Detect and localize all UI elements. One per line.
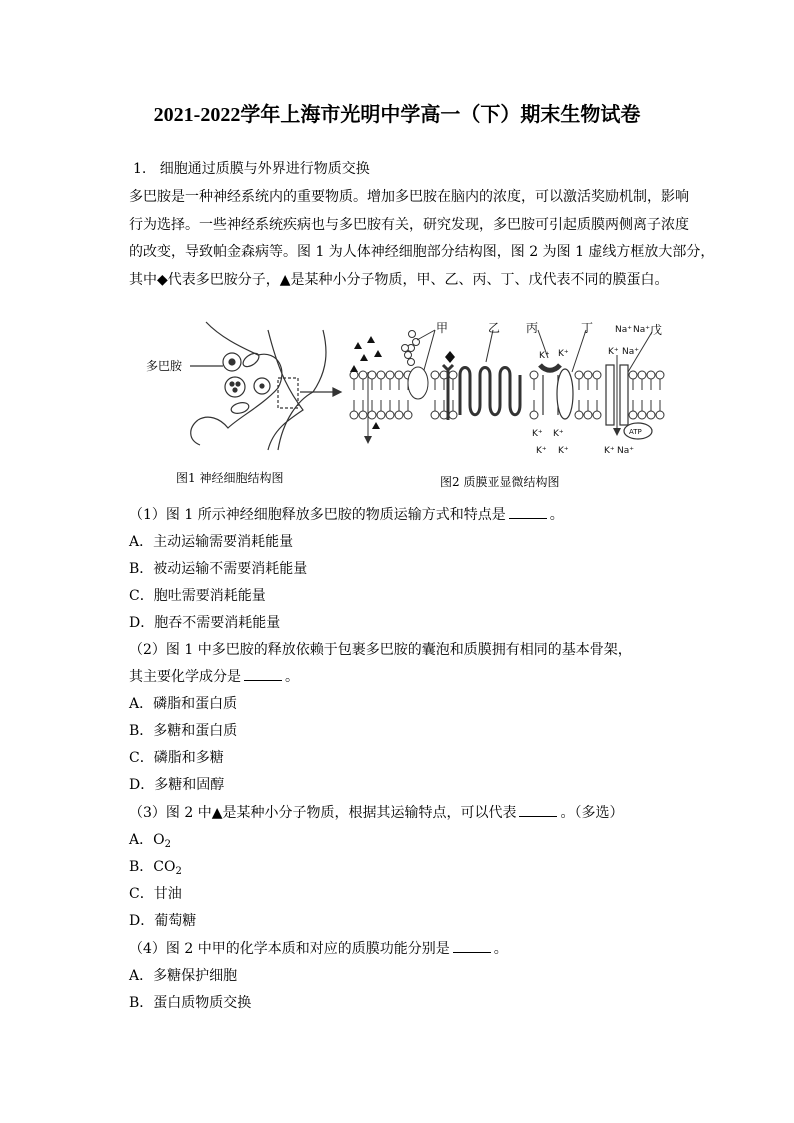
lipid-head <box>638 371 646 379</box>
answer-blank[interactable] <box>519 806 557 817</box>
question-heading: 细胞通过质膜与外界进行物质交换 <box>159 161 370 177</box>
lipid-head <box>449 411 457 419</box>
answer-blank[interactable] <box>453 942 491 953</box>
sub-question-2-line2: 其主要化学成分是 。 <box>129 669 299 685</box>
ion-label: K⁺ <box>558 446 569 456</box>
sub-question-1: （1）图 1 所示神经细胞释放多巴胺的物质运输方式和特点是 。 <box>129 507 564 523</box>
protein-label-bing: 丙 <box>526 321 539 335</box>
lipid-head <box>638 411 646 419</box>
lipid-head <box>593 411 601 419</box>
atp-label: ATP <box>629 428 642 436</box>
option-a: A．磷脂和蛋白质 <box>129 696 238 712</box>
protein-label-yi: 乙 <box>488 321 501 335</box>
dopamine-label: 多巴胺 <box>146 359 183 373</box>
option-b: B．$CO_2$ <box>129 859 182 877</box>
option-b: B．被动运输不需要消耗能量 <box>129 561 308 577</box>
option-a: A．$O_2$ <box>129 832 171 850</box>
option-c: C．甘油 <box>129 886 182 902</box>
ion-label: Na⁺ <box>617 446 634 456</box>
protein-label-wu: 戊 <box>650 323 663 337</box>
lipid-head <box>584 371 592 379</box>
intro-line: 多巴胺是一种神经系统内的重要物质。增加多巴胺在脑内的浓度，可以激活奖励机制，影响 <box>129 189 689 205</box>
glycoprotein-jia <box>402 331 429 400</box>
lipid-head <box>575 411 583 419</box>
lipid-head <box>350 371 358 379</box>
answer-blank[interactable] <box>244 670 282 681</box>
lipid-head <box>359 371 367 379</box>
dopamine-diamond <box>445 351 455 363</box>
intro-line: 行为选择。一些神经系统疾病也与多巴胺有关，研究发现，多巴胺可引起质膜两侧离子浓度 <box>129 217 689 233</box>
lipid-head <box>593 371 601 379</box>
ion-label: Na⁺ <box>615 325 632 335</box>
lipid-head <box>584 411 592 419</box>
lipid-head <box>386 411 394 419</box>
ion-label: K⁺ <box>608 347 619 357</box>
option-c: C．胞吐需要消耗能量 <box>129 588 266 604</box>
option-d: D．葡萄糖 <box>129 913 197 929</box>
lipid-head <box>431 411 439 419</box>
option-b: B．多糖和蛋白质 <box>129 723 238 739</box>
lipid-head <box>575 371 583 379</box>
sub-question-2-line1: （2）图 1 中多巴胺的释放依赖于包裹多巴胺的囊泡和质膜拥有相同的基本骨架， <box>129 642 632 658</box>
option-a: A．多糖保护细胞 <box>129 968 238 984</box>
lipid-head <box>377 371 385 379</box>
lipid-head <box>404 411 412 419</box>
ion-label: Na⁺ <box>622 347 639 357</box>
question-number: 1. <box>133 161 147 177</box>
membrane-figure <box>128 310 688 500</box>
intro-line: 的改变，导致帕金森病等。图 1 为人体神经细胞部分结构图，图 2 为图 1 虚线方框放大部分， <box>129 244 715 260</box>
question-1-heading <box>133 160 370 178</box>
ion-label: K⁺ <box>553 429 564 439</box>
option-a: A．主动运输需要消耗能量 <box>129 534 294 550</box>
answer-blank[interactable] <box>509 508 547 519</box>
intro-line: 其中◆代表多巴胺分子，▲是某种小分子物质，甲、乙、丙、丁、戊代表不同的膜蛋白。 <box>129 272 669 288</box>
ion-label: K⁺ <box>536 446 547 456</box>
ion-label: K⁺ <box>539 351 550 361</box>
lipid-head <box>368 371 376 379</box>
option-d: D．多糖和固醇 <box>129 777 225 793</box>
page-title: 2021-2022学年上海市光明中学高一（下）期末生物试卷 <box>153 104 641 126</box>
option-c: C．磷脂和多糖 <box>129 750 224 766</box>
lipid-head <box>656 411 664 419</box>
lipid-head <box>530 371 538 379</box>
lipid-head <box>368 411 376 419</box>
ion-label: Na⁺ <box>633 325 650 335</box>
sub-question-4: （4）图 2 中甲的化学本质和对应的质膜功能分别是 。 <box>129 941 508 957</box>
neuron-structure-diagram <box>190 322 341 450</box>
ion-label: K⁺ <box>604 446 615 456</box>
protein-label-ding: 丁 <box>581 321 594 335</box>
lipid-head <box>359 411 367 419</box>
channel-ding <box>557 369 573 419</box>
lipid-head <box>629 371 637 379</box>
option-b: B．蛋白质物质交换 <box>129 995 252 1011</box>
lipid-head <box>647 411 655 419</box>
ion-label: K⁺ <box>558 349 569 359</box>
sub-question-3: （3）图 2 中▲是某种小分子物质，根据其运输特点，可以代表 。（多选） <box>129 805 624 821</box>
protein-label-jia: 甲 <box>436 321 449 335</box>
lipid-head <box>350 411 358 419</box>
lipid-head <box>431 371 439 379</box>
lipid-head <box>656 371 664 379</box>
lipid-head <box>530 411 538 419</box>
lipid-head <box>395 371 403 379</box>
ion-label: K⁺ <box>532 429 543 439</box>
fig1-caption: 图1 神经细胞结构图 <box>176 471 284 485</box>
lipid-head <box>647 371 655 379</box>
lipid-head <box>395 411 403 419</box>
lipid-head <box>629 411 637 419</box>
lipid-head <box>449 371 457 379</box>
lipid-head <box>377 411 385 419</box>
option-d: D．胞吞不需要消耗能量 <box>129 615 281 631</box>
lipid-head <box>386 371 394 379</box>
fig2-caption: 图2 质膜亚显微结构图 <box>440 475 560 489</box>
